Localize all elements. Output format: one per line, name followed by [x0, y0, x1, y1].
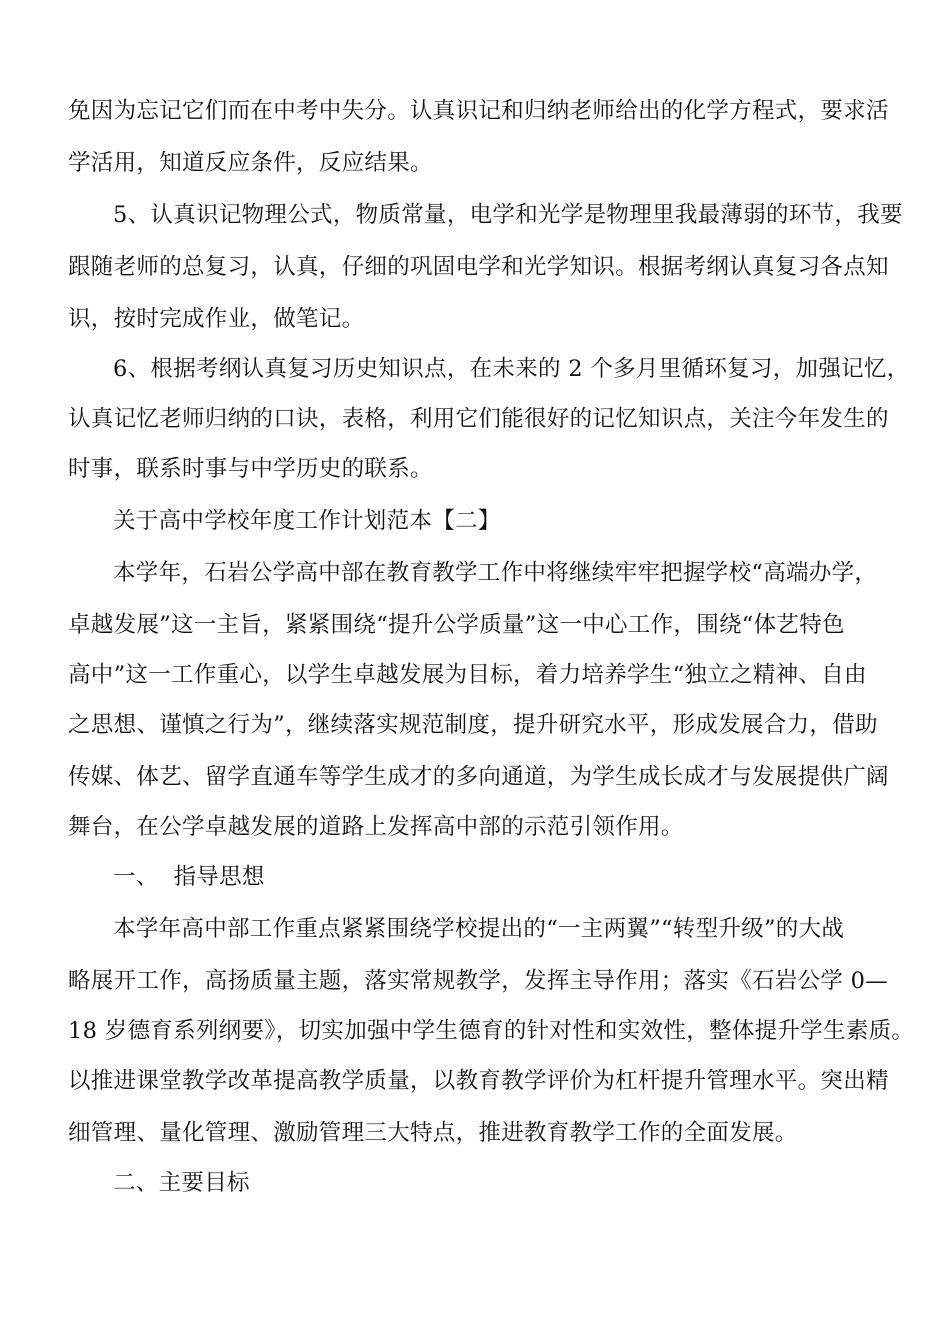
text-line: 舞台，在公学卓越发展的道路上发挥高中部的示范引领作用。	[68, 814, 684, 840]
text-line: 18 岁德育系列纲要》，切实加强中学生德育的针对性和实效性，整体提升学生素质。	[68, 1018, 915, 1044]
text-line: 5、认真识记物理公式，物质常量，电学和光学是物理里我最薄弱的环节，我要	[113, 202, 903, 228]
text-line: 略展开工作，高扬质量主题，落实常规教学，发挥主导作用；落实《石岩公学 0—	[68, 968, 889, 994]
text-line: 6、根据考纲认真复习历史知识点，在未来的 2 个多月里循环复习，加强记忆，	[113, 356, 910, 382]
text-line: 本学年高中部工作重点紧紧围绕学校提出的“一主两翼”“转型升级”的大战	[113, 916, 845, 942]
section-heading: 二、主要目标	[113, 1170, 250, 1196]
text-line: 以推进课堂教学改革提高教学质量，以教育教学评价为杠杆提升管理水平。突出精	[68, 1068, 889, 1094]
text-line: 跟随老师的总复习，认真，仔细的巩固电学和光学知识。根据考纲认真复习各点知	[68, 254, 889, 280]
text-line: 高中”这一工作重心，以学生卓越发展为目标，着力培养学生“独立之精神、自由	[68, 662, 867, 688]
text-line: 卓越发展”这一主旨，紧紧围绕“提升公学质量”这一中心工作，围绕“体艺特色	[68, 612, 845, 638]
text-line: 识，按时完成作业，做笔记。	[68, 306, 365, 332]
text-line: 传媒、体艺、留学直通车等学生成才的多向通道，为学生成长成才与发展提供广阔	[68, 764, 889, 790]
section-heading: 一、 指导思想	[113, 864, 265, 890]
section-title: 关于高中学校年度工作计划范本【二】	[113, 508, 501, 534]
text-line: 学活用，知道反应条件，反应结果。	[68, 150, 433, 176]
text-line: 细管理、量化管理、激励管理三大特点，推进教育教学工作的全面发展。	[68, 1120, 798, 1146]
text-line: 免因为忘记它们而在中考中失分。认真识记和归纳老师给出的化学方程式，要求活	[68, 98, 889, 124]
text-line: 本学年，石岩公学高中部在教育教学工作中将继续牢牢把握学校“高端办学，	[113, 560, 878, 586]
text-line: 认真记忆老师归纳的口诀，表格，利用它们能很好的记忆知识点，关注今年发生的	[68, 406, 889, 432]
text-line: 之思想、谨慎之行为”，继续落实规范制度，提升研究水平，形成发展合力，借助	[68, 712, 878, 738]
text-line: 时事，联系时事与中学历史的联系。	[68, 456, 433, 482]
